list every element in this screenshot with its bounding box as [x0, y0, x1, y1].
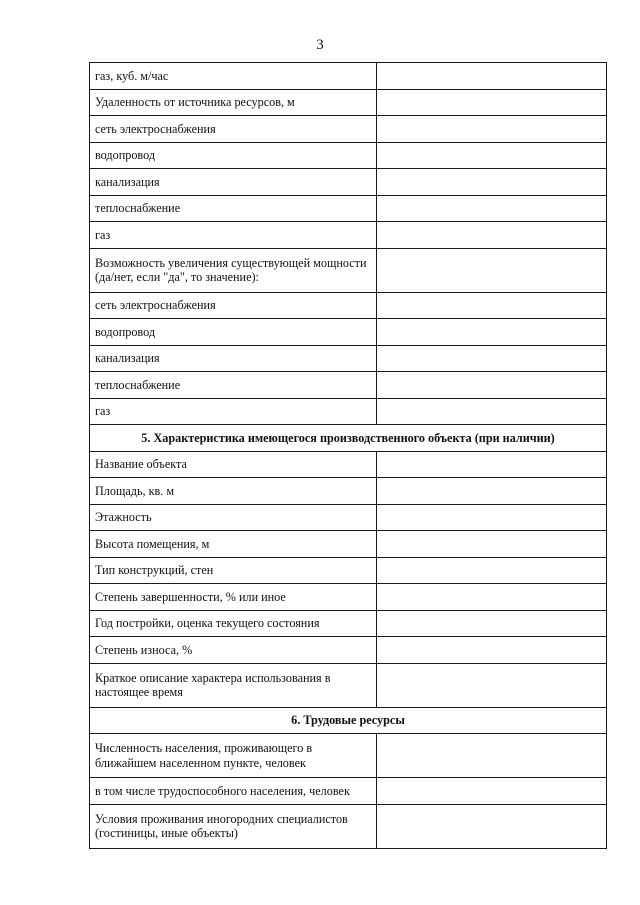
table-row-distance-header [90, 89, 607, 116]
section-title: 5. Характеристика имеющегося производственного объекта (при наличии) [90, 425, 607, 452]
row-label: Возможность увеличения существующей мощности (да/нет, если "да", то значение): [90, 248, 377, 292]
table-row-wear [90, 637, 607, 664]
table-row-distance-sewer [90, 169, 607, 196]
value-field[interactable] [377, 248, 607, 292]
value-field[interactable] [377, 116, 607, 143]
value-field[interactable] [377, 372, 607, 399]
form-table [89, 62, 607, 849]
value-field[interactable] [377, 504, 607, 531]
row-label: Площадь, кв. м [90, 478, 377, 505]
table-row-capacity-water [90, 319, 607, 346]
row-label: Этажность [90, 504, 377, 531]
value-field[interactable] [377, 292, 607, 319]
row-label: Численность населения, проживающего в ближайшем населенном пункте, человек [90, 734, 377, 778]
section-header-labor-resources [90, 707, 607, 734]
row-label: Условия проживания иногородних специалистов (гостиницы, иные объекты) [90, 804, 377, 848]
value-field[interactable] [377, 142, 607, 169]
table-row-distance-electricity [90, 116, 607, 143]
table-row-gas-flow [90, 63, 607, 90]
row-label: теплоснабжение [90, 372, 377, 399]
table-row-floors [90, 504, 607, 531]
value-field[interactable] [377, 451, 607, 478]
table-row-accommodation [90, 804, 607, 848]
value-field[interactable] [377, 89, 607, 116]
table-row-build-year [90, 610, 607, 637]
value-field[interactable] [377, 169, 607, 196]
value-field[interactable] [377, 610, 607, 637]
value-field[interactable] [377, 222, 607, 249]
row-label: водопровод [90, 142, 377, 169]
table-row-capacity-electricity [90, 292, 607, 319]
row-label: Степень завершенности, % или иное [90, 584, 377, 611]
row-label: газ [90, 222, 377, 249]
value-field[interactable] [377, 637, 607, 664]
table-row-population [90, 734, 607, 778]
value-field[interactable] [377, 319, 607, 346]
section-header-production-object [90, 425, 607, 452]
table-row-working-population [90, 778, 607, 805]
row-label: Высота помещения, м [90, 531, 377, 558]
row-label: Год постройки, оценка текущего состояния [90, 610, 377, 637]
page-number: 3 [316, 37, 324, 53]
value-field[interactable] [377, 195, 607, 222]
row-label: канализация [90, 169, 377, 196]
value-field[interactable] [377, 804, 607, 848]
table-row-room-height [90, 531, 607, 558]
value-field[interactable] [377, 734, 607, 778]
table-row-capacity-gas [90, 398, 607, 425]
table-row-current-use [90, 663, 607, 707]
table-row-area [90, 478, 607, 505]
value-field[interactable] [377, 557, 607, 584]
value-field[interactable] [377, 345, 607, 372]
value-field[interactable] [377, 531, 607, 558]
table-row-distance-gas [90, 222, 607, 249]
value-field[interactable] [377, 63, 607, 90]
row-label: Краткое описание характера использования в настоящее время [90, 663, 377, 707]
row-label: Тип конструкций, стен [90, 557, 377, 584]
row-label: газ [90, 398, 377, 425]
table-row-distance-heating [90, 195, 607, 222]
table-row-object-name [90, 451, 607, 478]
value-field[interactable] [377, 584, 607, 611]
value-field[interactable] [377, 398, 607, 425]
table-row-capacity-heating [90, 372, 607, 399]
table-row-capacity-sewer [90, 345, 607, 372]
value-field[interactable] [377, 478, 607, 505]
row-label: Название объекта [90, 451, 377, 478]
row-label: теплоснабжение [90, 195, 377, 222]
row-label: канализация [90, 345, 377, 372]
row-label: в том числе трудоспособного населения, человек [90, 778, 377, 805]
table-row-capacity-header [90, 248, 607, 292]
row-label: сеть электроснабжения [90, 116, 377, 143]
table-row-distance-water [90, 142, 607, 169]
row-label: водопровод [90, 319, 377, 346]
section-title: 6. Трудовые ресурсы [90, 707, 607, 734]
table-row-construction-type [90, 557, 607, 584]
row-label: газ, куб. м/час [90, 63, 377, 90]
value-field[interactable] [377, 663, 607, 707]
value-field[interactable] [377, 778, 607, 805]
row-label: Удаленность от источника ресурсов, м [90, 89, 377, 116]
row-label: сеть электроснабжения [90, 292, 377, 319]
row-label: Степень износа, % [90, 637, 377, 664]
table-row-completion [90, 584, 607, 611]
